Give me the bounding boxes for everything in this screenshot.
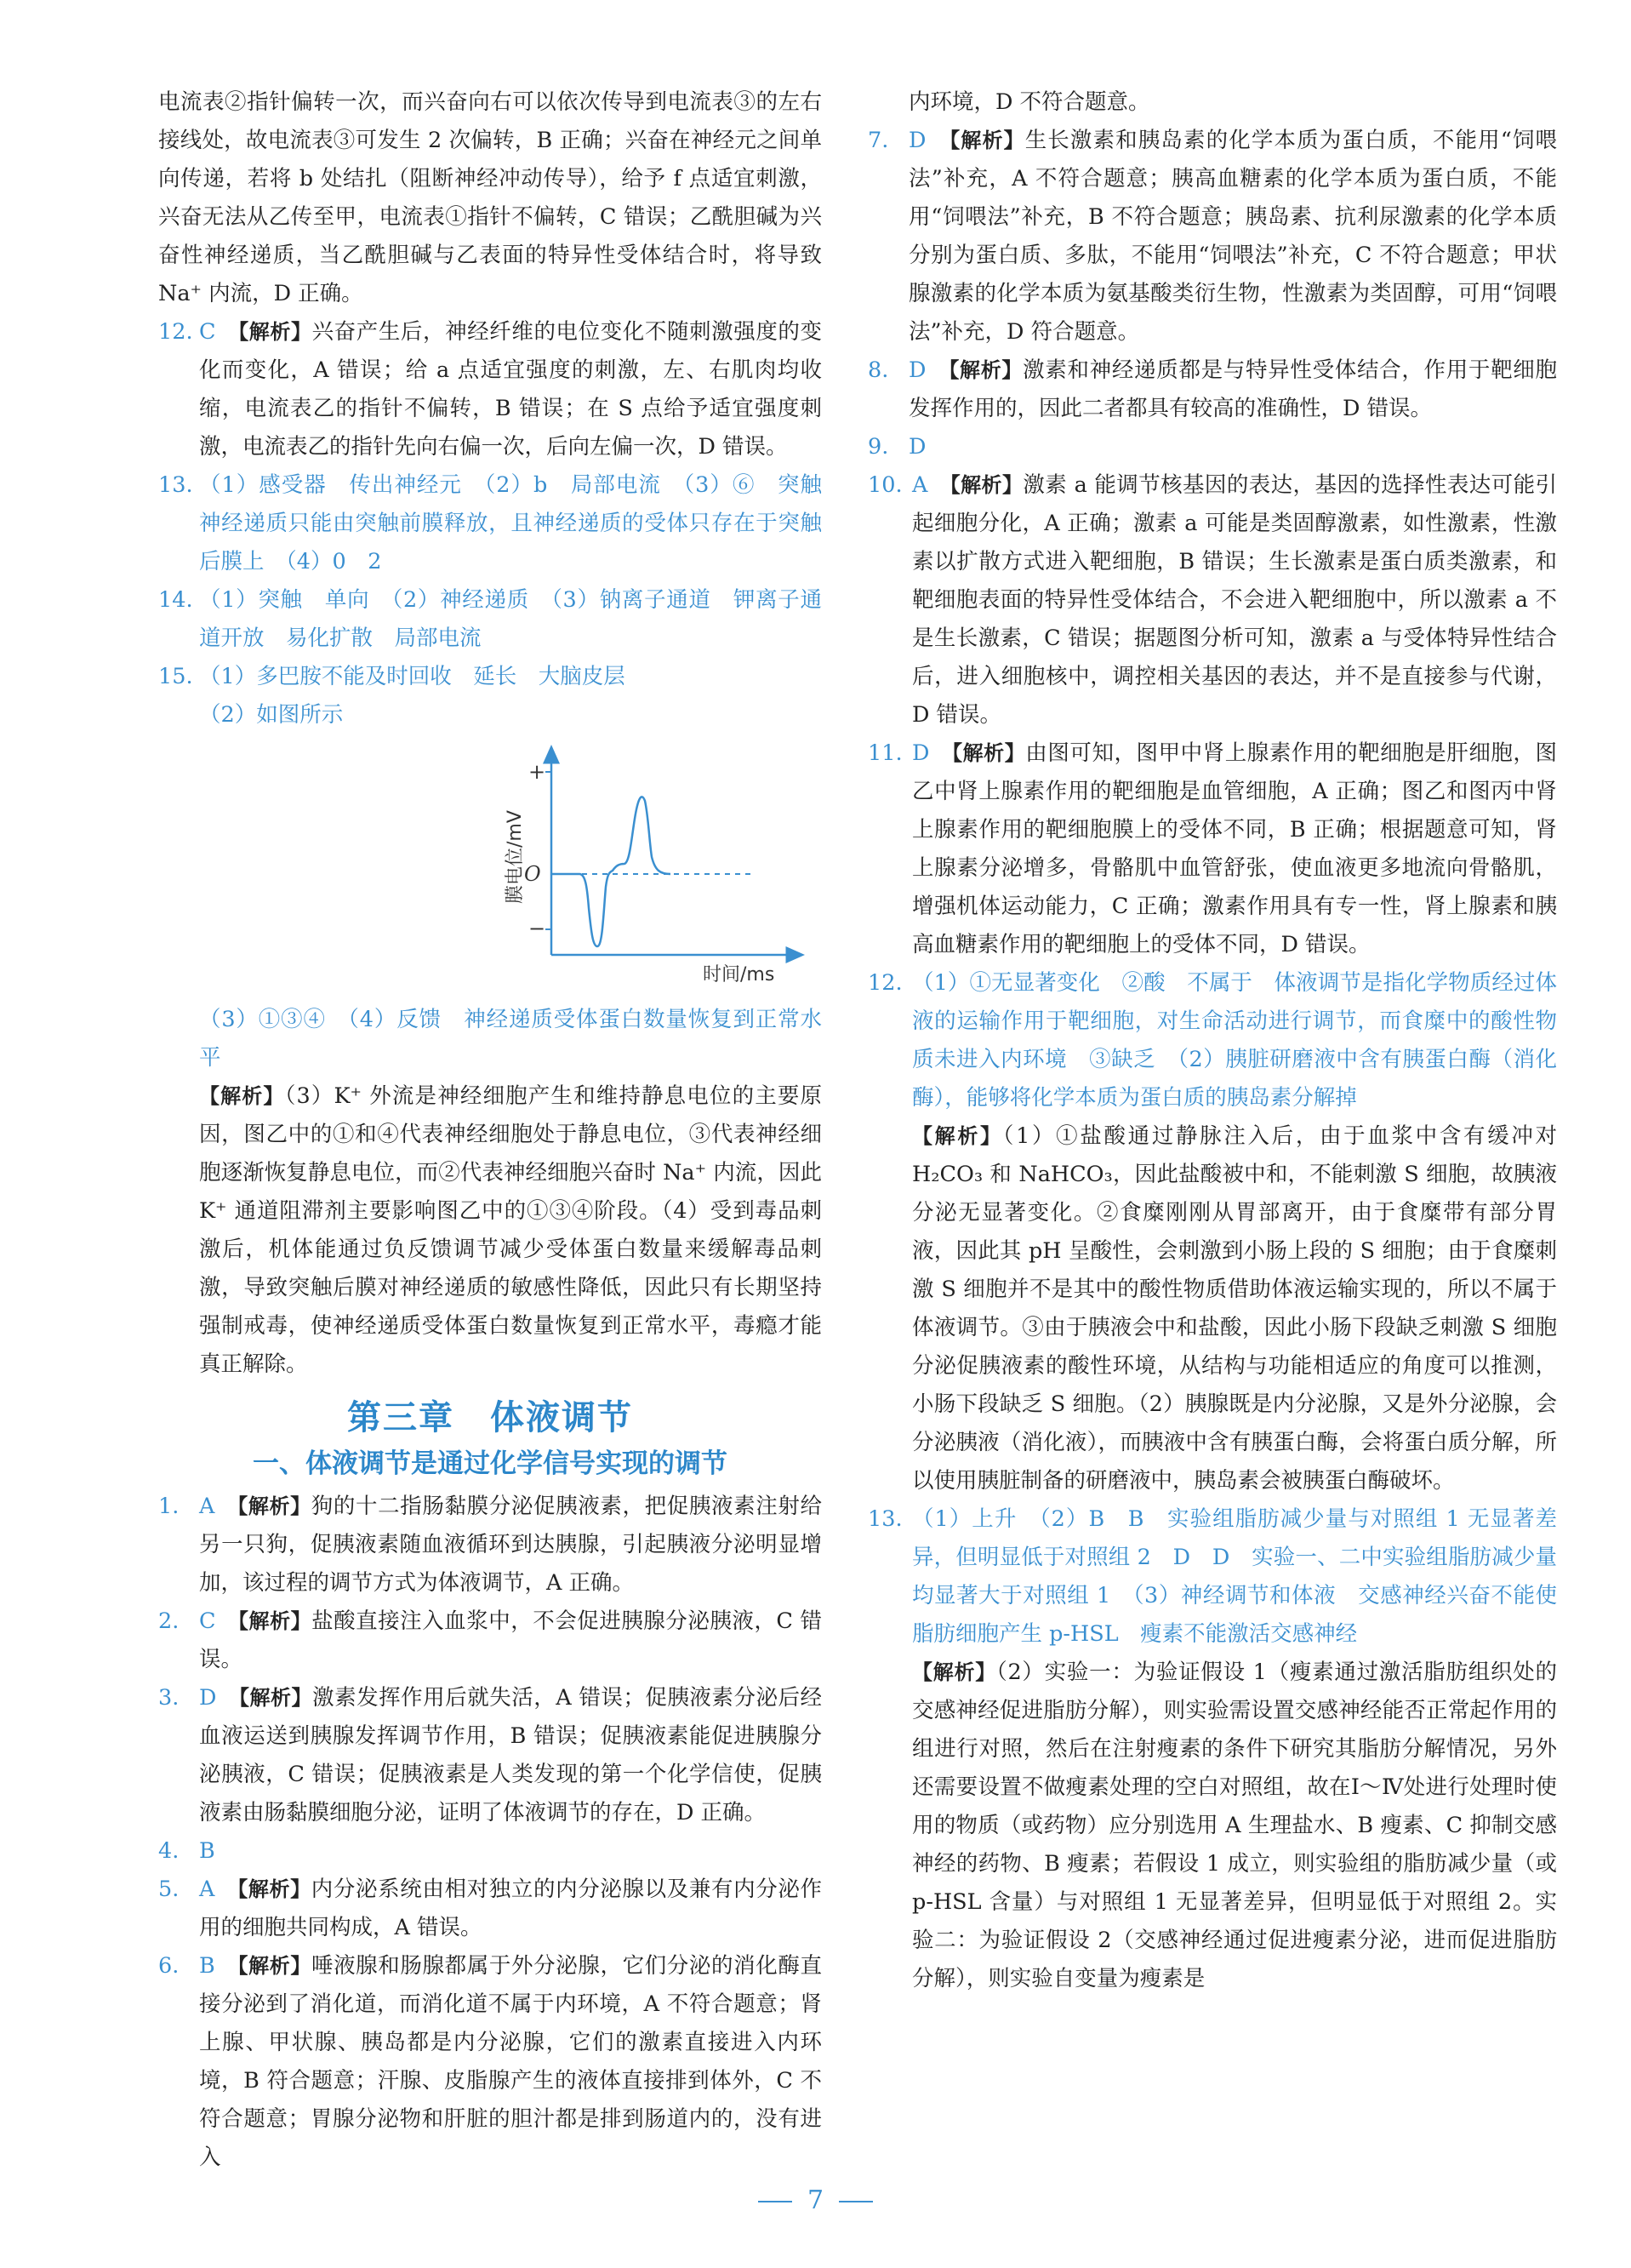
ch3-q6-text: 唾液腺和肠腺都属于外分泌腺，它们分泌的消化酶直接分泌到了消化道，而消化道不属于内环境，A 不符合题意；肾上腺、甲状腺、胰岛都是内分泌腺，它们的激素直接进入内环境，B 符合题意；汗腺、皮脂腺产生的液体直接排到体外，C 不符合题意；胃腺分泌物和肝脏的胆汁都是排到肠道内的，没有进入 [199, 1953, 822, 2170]
q12-analysis-tag: 【解析】 [238, 320, 312, 344]
q14-item [158, 581, 822, 658]
ch3-q7-answer: D [909, 128, 927, 153]
q6-continuation: 内环境，D 不符合题意。 [909, 89, 1150, 115]
ch3-q13-item [868, 1500, 1557, 1654]
ch3-q2-analysis-tag: 【解析】 [238, 1609, 312, 1633]
ch3-q11-number: 11. [868, 740, 903, 766]
q13-item [158, 466, 844, 581]
ch3-q8-text: 激素和神经递质都是与特异性受体结合，作用于靶细胞发挥作用的，因此二者都具有较高的准确性，D 错误。 [909, 357, 1557, 421]
ch3-q11-item [868, 734, 1557, 964]
ch3-q4-item [158, 1832, 822, 1871]
ch3-q1-item [158, 1488, 822, 1602]
ch3-q10-item [868, 466, 1557, 734]
ch3-q6-analysis-tag: 【解析】 [237, 1954, 311, 1978]
q15-analysis [158, 1077, 822, 1384]
ch3-q11-analysis-tag: 【解析】 [952, 741, 1026, 765]
ch3-q5-item [158, 1871, 822, 1947]
ch3-q5-answer: A [199, 1877, 215, 1902]
ch3-q8-answer: D [909, 357, 927, 383]
potential-curve [551, 797, 670, 946]
right-column [868, 83, 1557, 1998]
q14-number: 14. [158, 587, 193, 613]
ch3-q3-item [158, 1679, 822, 1832]
ch3-q11-text: 由图可知，图甲中肾上腺素作用的靶细胞是肝细胞，图乙中肾上腺素作用的靶细胞是血管细胞，A 正确；图乙和图丙中肾上腺素作用的靶细胞膜上的受体不同，B 正确；根据题意可知，肾上腺素分泌增多，骨骼肌中血管舒张，使血液更多地流向骨骼肌，增强机体运动能力，C 正确；激素作用具有专一性，肾上腺素和胰高血糖素作用的靶细胞上的受体不同，D 错误。 [912, 740, 1557, 957]
ch3-q13-analysis-text: （2）实验一：为验证假设 1（瘦素通过激活脂肪组织处的交感神经促进脂肪分解），则实验需设置交感神经能否正常起作用的组进行对照，然后在注射瘦素的条件下研究其脂肪分解情况，另外还需要设置不做瘦素处理的空白对照组，故在Ⅰ～Ⅳ处进行处理时使用的物质（或药物）应分别选用 A 生理盐水、B 瘦素、C 抑制交感神经的药物、B 瘦素；若假设 1 成立，则实验组的脂肪减少量（或 p-HSL 含量）与对照组 1 无显著差异，但明显低于对照组 2。实验二：为验证假设 2（交感神经通过促进瘦素分泌，进而促进脂肪分解），则实验自变量为瘦素是 [912, 1660, 1558, 1991]
ch3-q12-item [868, 964, 1557, 1117]
left-column [158, 83, 844, 2177]
q12-number: 12. [158, 319, 193, 345]
ch3-q4-number: 4. [158, 1838, 180, 1864]
q15-number: 15. [158, 664, 193, 689]
ch3-q5-analysis-tag: 【解析】 [237, 1877, 311, 1901]
q15-answer-2: （2）如图所示 [199, 702, 344, 728]
ch3-q13-analysis [868, 1654, 1557, 1998]
page-number [0, 2185, 1631, 2215]
q15-item [158, 658, 822, 696]
ch3-q1-answer: A [199, 1494, 215, 1519]
ch3-q13-answer: （1）上升 （2）B B 实验组脂肪减少量与对照组 1 无显著差异，但明显低于对照组 2 D D 实验一、二中实验组脂肪减少量均显著大于对照组 1 （3）神经调节和体液 交感神经兴奋不能使脂肪细胞产生 p-HSL 瘦素不能激活交感神经 [912, 1506, 1557, 1647]
ch3-q2-text: 盐酸直接注入血浆中，不会促进胰腺分泌胰液，C 错误。 [199, 1608, 822, 1672]
q12-answer: C [199, 319, 216, 345]
ch3-q8-number: 8. [868, 357, 889, 383]
ch3-q7-number: 7. [868, 128, 889, 153]
ch3-q12-number: 12. [868, 970, 903, 996]
ch3-q13-number: 13. [868, 1506, 903, 1532]
ch3-q13-analysis-tag: 【解析】 [912, 1660, 996, 1684]
ch3-q3-analysis-tag: 【解析】 [239, 1686, 313, 1710]
ch3-q9-answer: D [909, 434, 927, 460]
page-number-value: 7 [807, 2185, 824, 2215]
q12-item [158, 313, 822, 466]
ch3-q3-text: 激素发挥作用后就失活，A 错误；促胰液素分泌后经血液运送到胰腺发挥调节作用，B 错误；促胰液素能促进胰腺分泌胰液，C 错误；促胰液素是人类发现的第一个化学信使，促胰液素由肠黏膜细胞分泌，证明了体液调节的存在，D 正确。 [199, 1685, 822, 1825]
ch3-q9-number: 9. [868, 434, 889, 460]
ch3-q8-analysis-tag: 【解析】 [949, 358, 1024, 382]
graph-minus-label: − [528, 917, 546, 940]
q15-answer-3: （3）①③④ （4）反馈 神经递质受体蛋白数量恢复到正常水平 [199, 1007, 822, 1071]
ch3-q11-answer: D [912, 740, 930, 766]
membrane-potential-graph [354, 738, 813, 985]
ch3-q6-item [158, 1947, 822, 2177]
ch3-q4-answer: B [199, 1838, 215, 1864]
ch3-q7-item [868, 122, 1557, 351]
graph-y-label: 膜电位/mV [505, 810, 526, 904]
ch3-q10-number: 10. [868, 472, 903, 498]
ch3-q6-number: 6. [158, 1953, 180, 1979]
ch3-q1-analysis-tag: 【解析】 [237, 1494, 311, 1518]
ch3-q3-answer: D [199, 1685, 217, 1711]
ch3-q10-answer: A [912, 472, 928, 498]
q15-analysis-tag: 【解析】 [199, 1084, 285, 1108]
ch3-q5-number: 5. [158, 1877, 180, 1902]
ch3-q2-number: 2. [158, 1608, 180, 1634]
ch3-q6-answer: B [199, 1953, 215, 1979]
q14-answer: （1）突触 单向 （2）神经递质 （3）钠离子通道 钾离子通道开放 易化扩散 局部电流 [199, 587, 822, 651]
ch3-q1-number: 1. [158, 1494, 180, 1519]
ch3-q12-answer: （1）①无显著变化 ②酸 不属于 体液调节是指化学物质经过体液的运输作用于靶细胞，对生命活动进行调节，而食糜中的酸性物质未进入内环境 ③缺乏 （2）胰脏研磨液中含有胰蛋白酶（消化酶），能够将化学本质为蛋白质的胰岛素分解掉 [912, 970, 1557, 1111]
ch3-q10-text: 激素 a 能调节核基因的表达，基因的选择性表达可能引起细胞分化，A 正确；激素 a 可能是类固醇激素，如性激素，性激素以扩散方式进入靶细胞，B 错误；生长激素是蛋白质类激素，和靶细胞表面的特异性受体结合，不会进入靶细胞中，所以激素 a 不是生长激素，C 错误；据题图分析可知，激素 a 与受体特异性结合后，进入细胞核中，调控相关基因的表达，并不是直接参与代谢，D 错误。 [912, 472, 1557, 728]
q11-continuation: 电流表②指针偏转一次，而兴奋向右可以依次传导到电流表③的左右接线处，故电流表③可发生 2 次偏转，B 正确；兴奋在神经元之间单向传递，若将 b 处结扎（阻断神经冲动传导），给予 f 点适宜刺激，兴奋无法从乙传至甲，电流表①指针不偏转，C 错误；乙酰胆碱为兴奋性神经递质，当乙酰胆碱与乙表面的特异性受体结合时，将导致 Na⁺ 内流，D 正确。 [158, 89, 822, 306]
ch3-q12-analysis [868, 1117, 1557, 1500]
ch3-q12-analysis-text: （1）①盐酸通过静脉注入后，由于血浆中含有缓冲对 H₂CO₃ 和 NaHCO₃，因此盐酸被中和，不能刺激 S 细胞，故胰液分泌无显著变化。②食糜刚刚从胃部离开，由于食糜带有部分胃液，因此其 pH 呈酸性，会刺激到小肠上段的 S 细胞；由于食糜刺激 S 细胞并不是其中的酸性物质借助体液运输实现的，所以不属于体液调节。③由于胰液会中和盐酸，因此小肠下段缺乏刺激 S 细胞分泌促胰液素的酸性环境，从结构与功能相适应的角度可以推测，小肠下段缺乏 S 细胞。（2）胰腺既是内分泌腺，又是外分泌腺，会分泌胰液（消化液），而胰液中含有胰蛋白酶，会将蛋白质分解，所以使用胰脏制备的研磨液中，胰岛素会被胰蛋白酶破坏。 [912, 1123, 1557, 1494]
ch3-q3-number: 3. [158, 1685, 180, 1711]
ch3-q8-item [868, 351, 1557, 428]
chapter-title: 第三章 体液调节 [347, 1398, 633, 1437]
q15-analysis-text: （3）K⁺ 外流是神经细胞产生和维持静息电位的主要原因，图乙中的①和④代表神经细胞处于静息电位，③代表神经细胞逐渐恢复静息电位，而②代表神经细胞兴奋时 Na⁺ 内流，因此 K⁺ 通道阻滞剂主要影响图乙中的①③④阶段。（4）受到毒品刺激后，机体能通过负反馈调节减少受体蛋白数量来缓解毒品刺激，导致突触后膜对神经递质的敏感性降低，因此只有长期坚持强制戒毒，使神经递质受体蛋白数量恢复到正常水平，毒瘾才能真正解除。 [199, 1083, 823, 1377]
q15-answer-1: （1）多巴胺不能及时回收 延长 大脑皮层 [199, 664, 625, 689]
ch3-q5-text: 内分泌系统由相对独立的内分泌腺以及兼有内分泌作用的细胞共同构成，A 错误。 [199, 1877, 822, 1940]
ch3-q9-item [868, 428, 1557, 466]
q13-answer: （1）感受器 传出神经元 （2）b 局部电流 （3）⑥ 突触 神经递质只能由突触前膜释放，且神经递质的受体只存在于突触后膜上 （4）0 2 [199, 472, 844, 574]
q12-text: 兴奋产生后，神经纤维的电位变化不随刺激强度的变化而变化，A 错误；给 a 点适宜强度的刺激，左、右肌肉均收缩，电流表乙的指针不偏转，B 错误；在 S 点给予适宜强度刺激，电流表乙的指针先向右偏一次，后向左偏一次，D 错误。 [199, 319, 822, 460]
ch3-q2-answer: C [199, 1608, 216, 1634]
ch3-q2-item [158, 1602, 822, 1679]
graph-plus-label: + [528, 760, 546, 784]
graph-x-label: 时间/ms [703, 964, 775, 985]
q13-number: 13. [158, 472, 193, 498]
ch3-q7-analysis-tag: 【解析】 [950, 129, 1025, 152]
ch3-q7-text: 生长激素和胰岛素的化学本质为蛋白质，不能用“饲喂法”补充，A 不符合题意；胰高血糖素的化学本质为蛋白质，不能用“饲喂法”补充，B 不符合题意；胰岛素、抗利尿激素的化学本质分别为蛋白质、多肽，不能用“饲喂法”补充，C 不符合题意；甲状腺激素的化学本质为氨基酸类衍生物，性激素为类固醇，可用“饲喂法”补充，D 符合题意。 [909, 128, 1557, 345]
section-title: 一、体液调节是通过化学信号实现的调节 [253, 1448, 727, 1479]
ch3-q12-analysis-tag: 【解析】 [912, 1124, 1003, 1148]
graph-origin-label: O [524, 862, 541, 886]
ch3-q10-analysis-tag: 【解析】 [950, 473, 1024, 497]
ch3-q1-text: 狗的十二指肠黏膜分泌促胰液素，把促胰液素注射给另一只狗，促胰液素随血液循环到达胰腺，引起胰液分泌明显增加，该过程的调节方式为体液调节，A 正确。 [199, 1494, 822, 1596]
